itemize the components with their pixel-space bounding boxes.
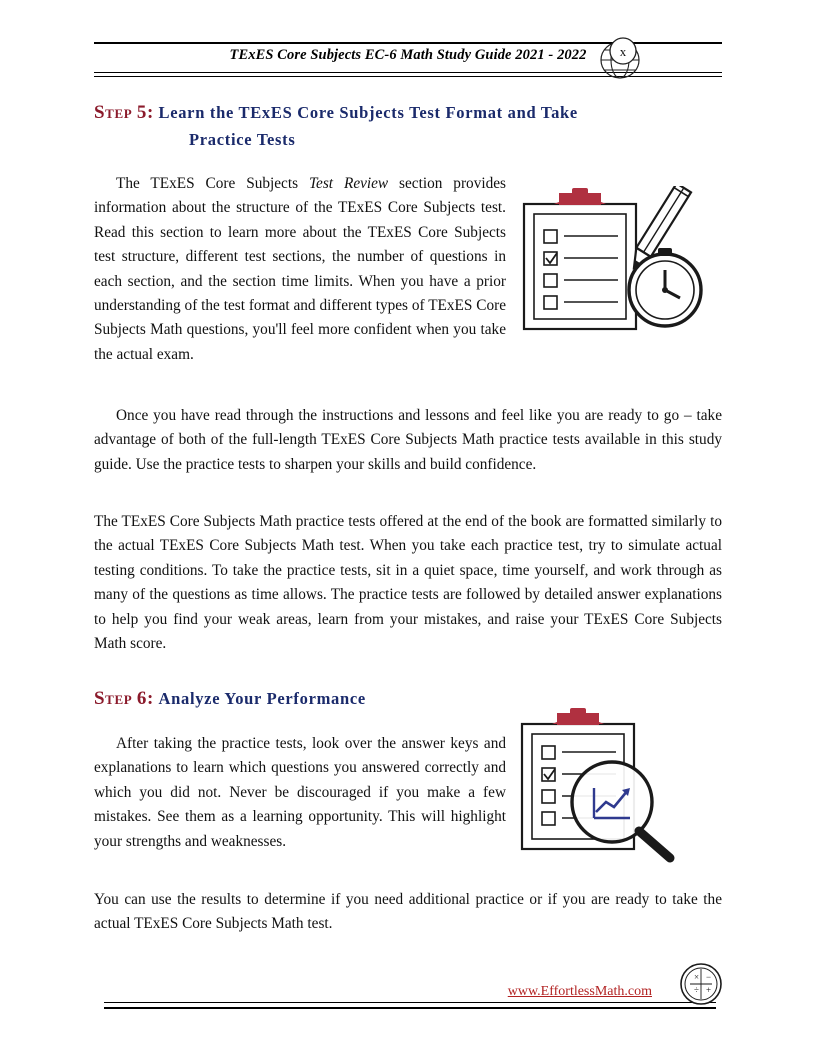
step-6-label: Step: [94, 688, 133, 709]
paragraph-4: After taking the practice tests, look over the answer keys and explanations to learn which questions you answered correctly and which you did not. Never be discouraged if you make a few mistakes. See them as a learning opportunity. This will highlight your strengths and weaknesses.: [94, 735, 506, 850]
header-title: TExES Core Subjects EC-6 Math Study Guide 2021 - 2022: [229, 47, 587, 63]
footer-website-link[interactable]: www.EffortlessMath.com: [507, 984, 652, 999]
paragraph-3: The TExES Core Subjects Math practice tests offered at the end of the book are formatted similarly to the actual TExES Core Subjects Math test. When you take each practice test, try to simulate actual testing conditions. To take the practice tests, sit in a quiet space, time yourself, and work through as many of the questions as time allows. The practice tests are followed by detailed answer explanations to help you find your weak areas, learn from your mistakes, and raise your TExES Core Subjects Math score.: [94, 513, 722, 653]
svg-text:×: ×: [694, 972, 700, 982]
paragraph-1: [94, 172, 506, 367]
paragraph-1-part-b: section provides information about the structure of the TExES Core Subjects test. Read this section to learn more about the TExES Core Subjects test structure, different test sections, the number of questions in each section, and the section time limits. When you have a prior understanding of the test format and different types of TExES Core Subjects Math questions, you'll feel more confident when you take the actual exam.: [94, 175, 506, 363]
step-5-label: Step: [94, 102, 133, 123]
step-5-title-line1: Learn the TExES Core Subjects Test Format and Take: [158, 103, 578, 122]
paragraph-5: You can use the results to determine if you need additional practice or if you are ready to take the actual TExES Core Subjects Math test.: [94, 891, 722, 933]
step-6-number: 6:: [136, 688, 154, 709]
paragraph-1-part-a: The TExES Core Subjects: [116, 175, 309, 192]
step-5-title-line2: Practice Tests: [189, 130, 296, 149]
svg-text:−: −: [706, 972, 712, 982]
svg-text:+: +: [706, 985, 712, 995]
svg-text:x: x: [619, 44, 627, 59]
svg-text:÷: ÷: [694, 985, 699, 995]
clipboard-magnifier-chart-illustration: [518, 706, 690, 864]
step-5-number: 5:: [136, 102, 154, 123]
clipboard-pencil-stopwatch-illustration: [520, 186, 720, 341]
step-5-heading: [94, 100, 724, 153]
paragraph-2: Once you have read through the instructions and lessons and feel like you are ready to go – take advantage of both of the full-length TExES Core Subjects Math practice tests available in this study guide. Use the practice tests to sharpen your skills and build confidence.: [94, 407, 722, 473]
globe-x-logo-icon: [596, 34, 644, 82]
step-6-title-line1: Analyze Your Performance: [158, 689, 366, 708]
effortless-math-circle-logo-icon: [676, 962, 726, 1007]
footer-rule: [104, 1002, 716, 1009]
paragraph-1-italic: Test Review: [308, 175, 389, 192]
